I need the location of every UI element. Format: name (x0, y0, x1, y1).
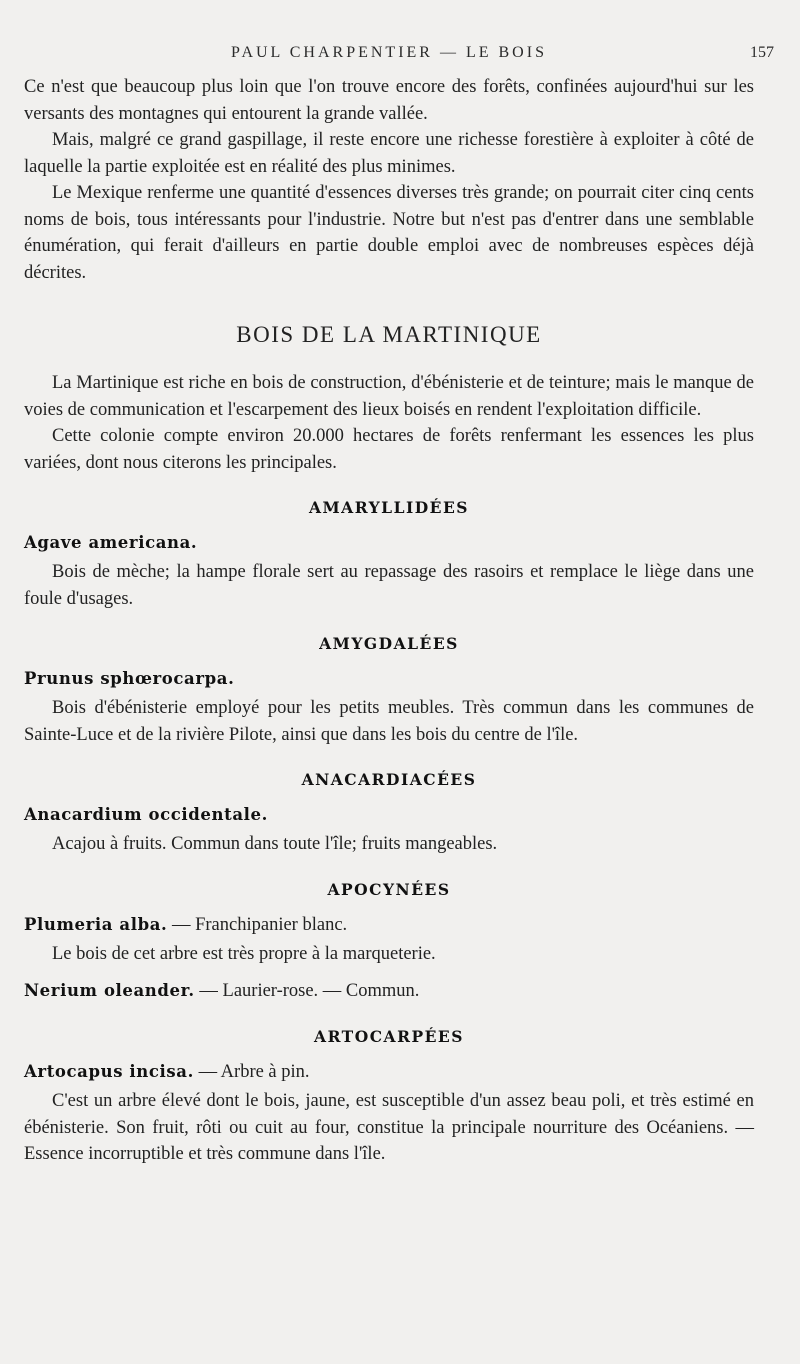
running-head (24, 40, 774, 74)
family-heading: AMARYLLIDÉES (309, 498, 469, 517)
species-common-name: — Arbre à pin. (193, 1062, 310, 1082)
family-heading: APOCYNÉES (327, 879, 451, 899)
species-line (24, 665, 754, 693)
section-paragraph: Cette colonie compte environ 20.000 hectares de forêts renfermant les essences les plus variées, dont nous citerons les principales. (24, 426, 754, 473)
species-description: Bois d'ébénisterie employé pour les petits meubles. Très commun dans les communes de Sainte-Luce et de la rivière Pilote, ainsi que dans les bois du centre de l'île. (24, 698, 754, 745)
species-line (24, 801, 754, 829)
species-line (24, 977, 754, 1005)
family-heading: ARTOCARPÉES (314, 1027, 464, 1046)
species-line (24, 529, 754, 557)
species-name: Agave americana. (24, 533, 198, 552)
species-common-name: — Franchipanier blanc. (167, 914, 348, 935)
species-line (24, 911, 754, 939)
page-number: 157 (750, 44, 774, 61)
species-description: Bois de mèche; la hampe florale sert au repassage des rasoirs et remplace le liège dans une foule d'usages. (24, 562, 754, 609)
intro-paragraph: Ce n'est que beaucoup plus loin que l'on trouve encore des forêts, confinées aujourd'hui sur les versants des montagnes qui entourent la grande vallée. (24, 77, 754, 124)
species-name: Artocapus incisa. (24, 1062, 194, 1081)
species-name: Prunus sphœrocarpa. (24, 669, 235, 688)
species-line (24, 1058, 754, 1086)
intro-paragraph: Le Mexique renferme une quantité d'essences diverses très grande; on pourrait citer cinq cents noms de bois, tous intéressants pour l'industrie. Notre but n'est pas d'entrer dans une semblable énumération, qui ferait d'ailleurs en partie double emploi avec de nombreuses espèces déjà décrites. (24, 183, 754, 283)
section-paragraph: La Martinique est riche en bois de construction, d'ébénisterie et de teinture; mais le manque de voies de communication et l'escarpement des lieux boisés en rendent l'exploitation difficile. (24, 373, 754, 420)
section-title: BOIS DE LA MARTINIQUE (236, 322, 542, 347)
intro-paragraph: Mais, malgré ce grand gaspillage, il reste encore une richesse forestière à exploiter à côté de laquelle la partie exploitée est en réalité des plus minimes. (24, 130, 754, 177)
species-description: Le bois de cet arbre est très propre à la marqueterie. (52, 943, 436, 964)
family-heading: ANACARDIACÉES (301, 770, 477, 789)
species-description: Acajou à fruits. Commun dans toute l'île; fruits mangeables. (52, 834, 498, 854)
family-heading: AMYGDALÉES (319, 634, 459, 653)
species-name: Plumeria alba. (24, 914, 168, 934)
running-title: PAUL CHARPENTIER — LE BOIS (231, 44, 547, 61)
species-description: C'est un arbre élevé dont le bois, jaune, est susceptible d'un assez beau poli, et très estimé en ébénisterie. Son fruit, rôti ou cuit au four, constitue la principale nourriture des Océaniens. — Essence incorruptible et très commune dans l'île. (24, 1091, 754, 1164)
species-name: Nerium oleander. (24, 981, 195, 1000)
species-common-name: — Laurier-rose. — Commun. (194, 981, 420, 1001)
species-name: Anacardium occidentale. (24, 805, 268, 824)
